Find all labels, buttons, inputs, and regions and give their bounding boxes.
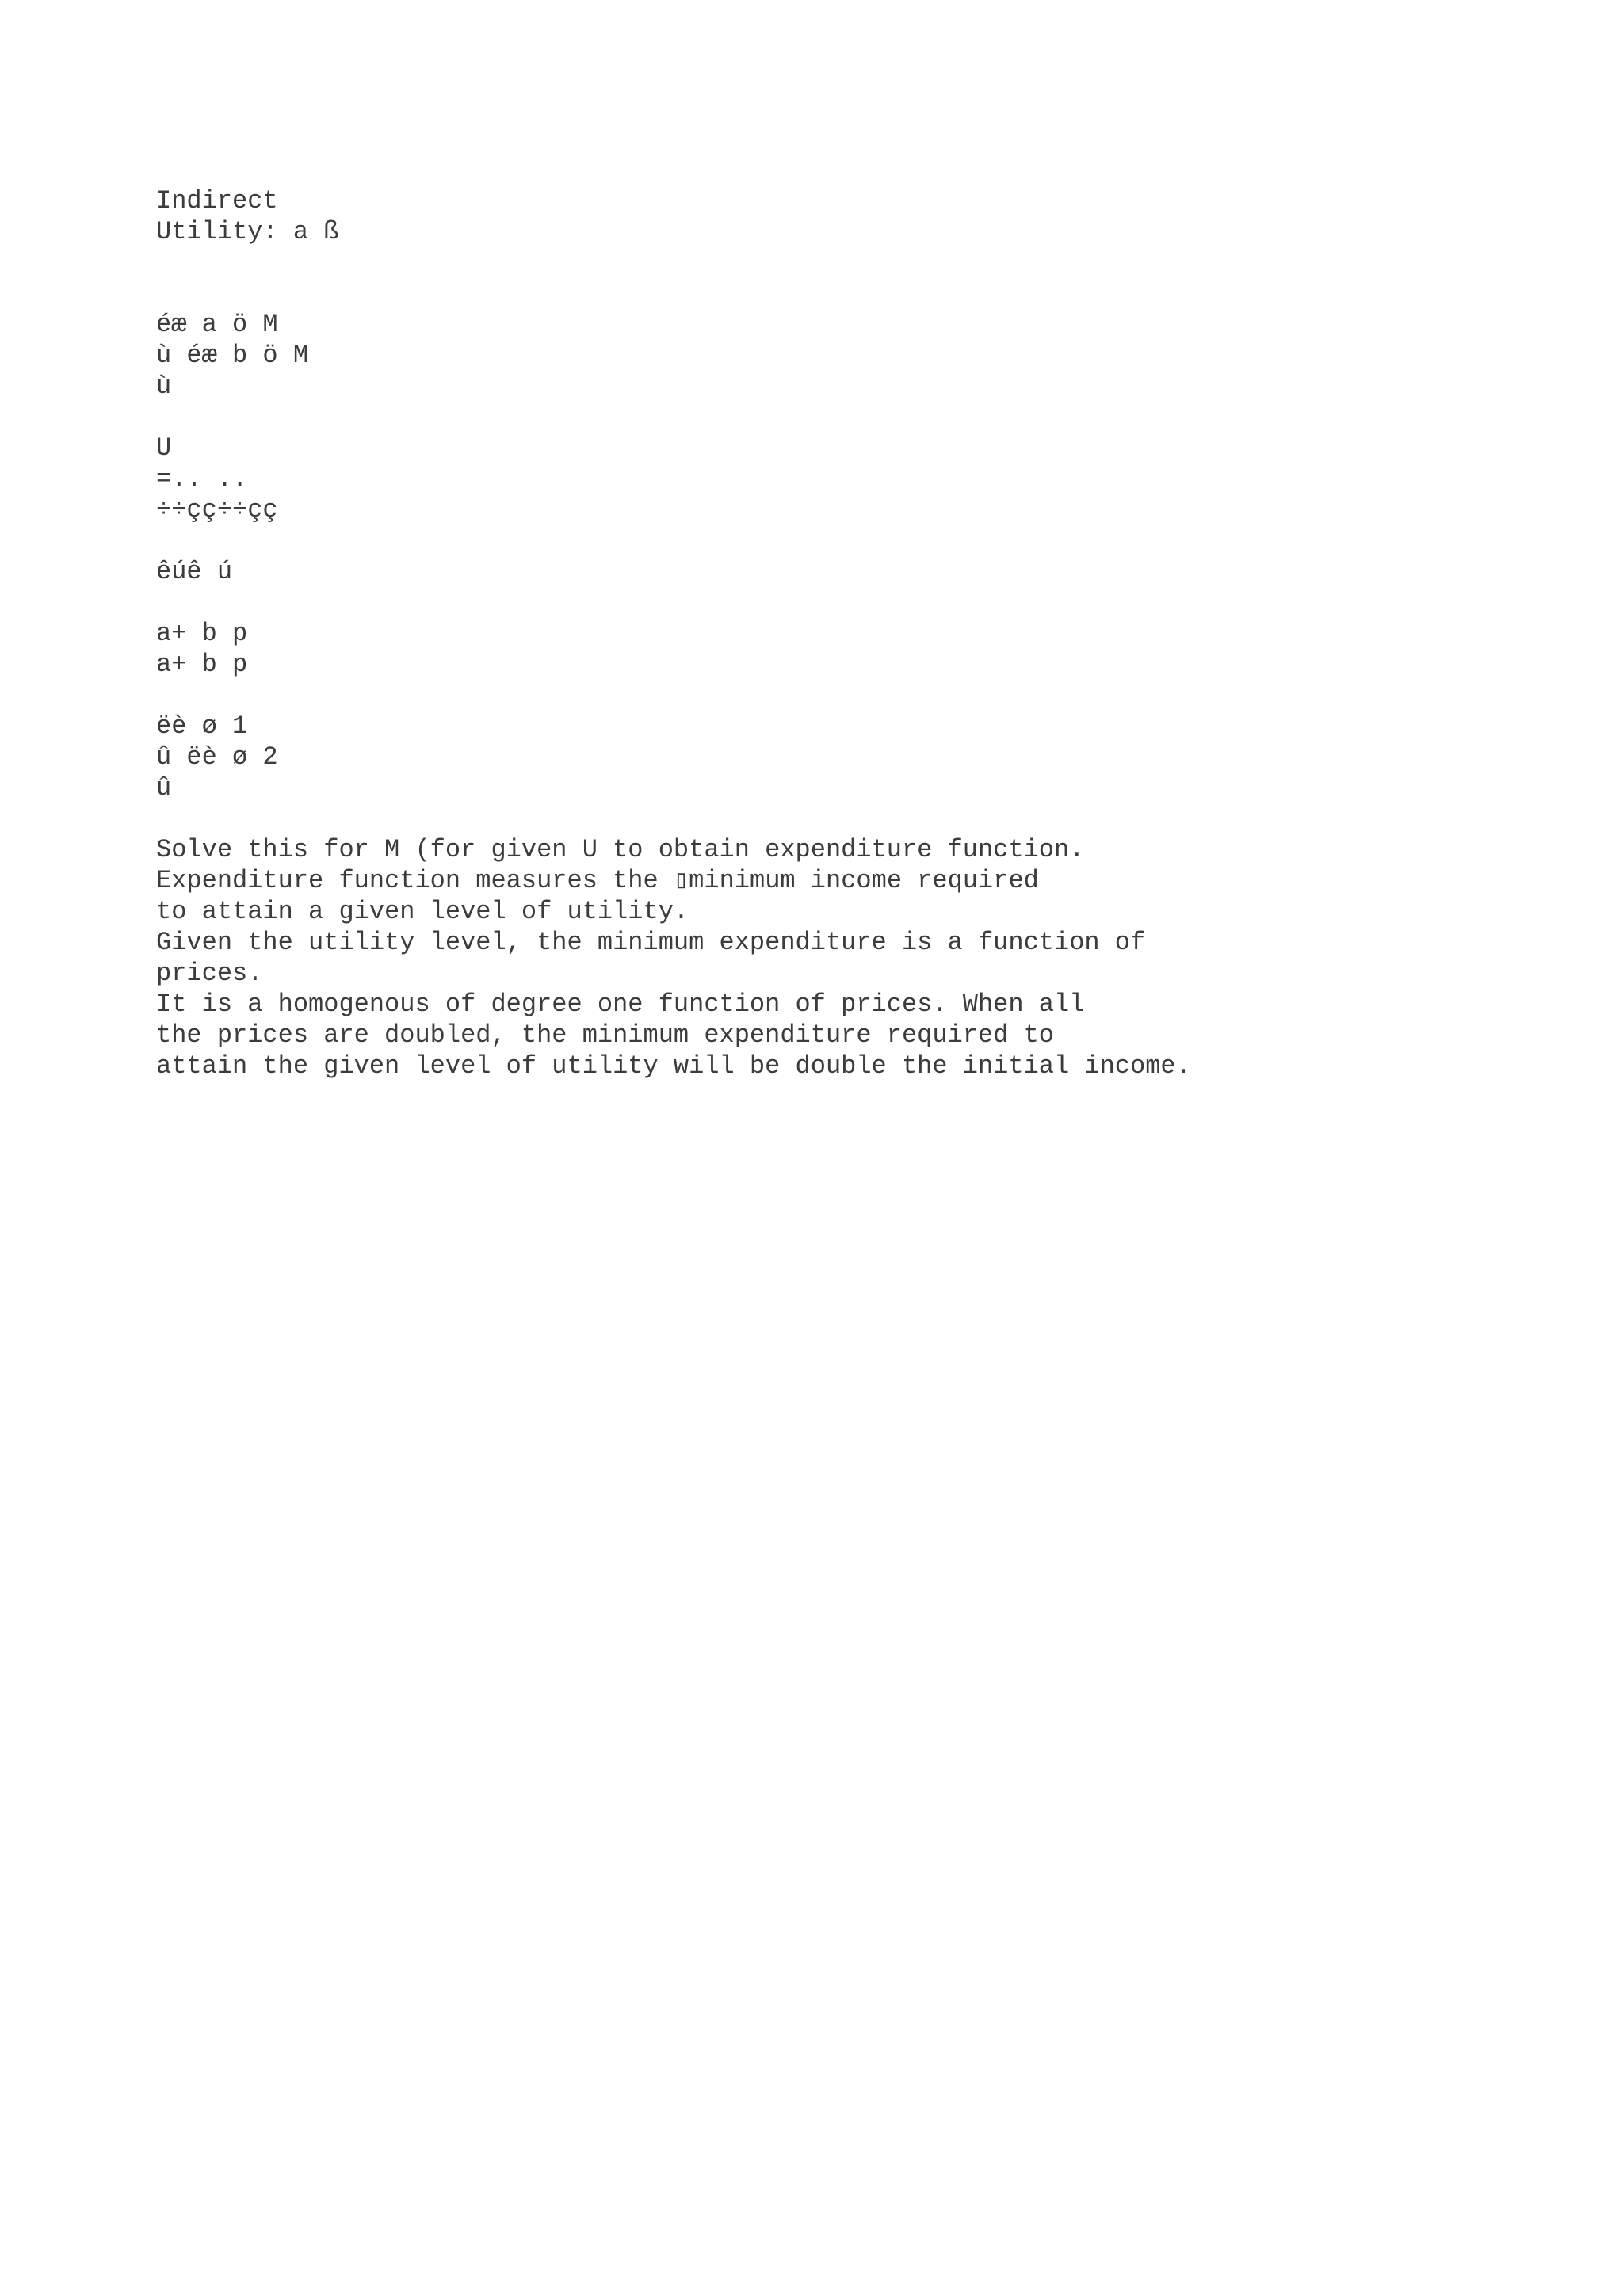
paragraph-line: Solve this for M (for given U to obtain expenditure function. xyxy=(156,835,1085,864)
heading-line-2: Utility: a ß xyxy=(156,217,339,246)
formula-line: a+ b p xyxy=(156,650,248,679)
spacer xyxy=(156,680,1583,711)
spacer xyxy=(156,803,1583,834)
formula-line: ÷÷çç÷÷çç xyxy=(156,495,278,524)
spacer xyxy=(156,525,1583,556)
formula-line: êúê ú xyxy=(156,557,233,586)
formula-line: û ëè ø 2 xyxy=(156,742,278,772)
paragraph-line: the prices are doubled, the minimum expenditure required to xyxy=(156,1020,1054,1050)
paragraph-line: Given the utility level, the minimum expenditure is a function of xyxy=(156,928,1146,957)
paragraph-line: attain the given level of utility will be double the initial income. xyxy=(156,1051,1191,1081)
formula-line: ëè ø 1 xyxy=(156,711,248,741)
document-content xyxy=(156,185,1583,1081)
formula-line: ù xyxy=(156,372,172,401)
formula-line: =.. .. xyxy=(156,464,248,494)
spacer xyxy=(156,402,1583,433)
formula-line: U xyxy=(156,433,172,463)
formula-line: a+ b p xyxy=(156,619,248,648)
formula-line: ù éæ b ö M xyxy=(156,341,309,370)
spacer xyxy=(156,247,1583,309)
heading-line-1: Indirect xyxy=(156,186,278,215)
paragraph-line: to attain a given level of utility. xyxy=(156,897,689,926)
paragraph-line: It is a homogenous of degree one function of prices. When all xyxy=(156,990,1085,1019)
spacer xyxy=(156,587,1583,618)
formula-line: û xyxy=(156,773,172,803)
paragraph-line: prices. xyxy=(156,959,263,988)
paragraph-line: Expenditure function measures the ▯minimum income required xyxy=(156,866,1039,895)
formula-line: éæ a ö M xyxy=(156,310,278,339)
